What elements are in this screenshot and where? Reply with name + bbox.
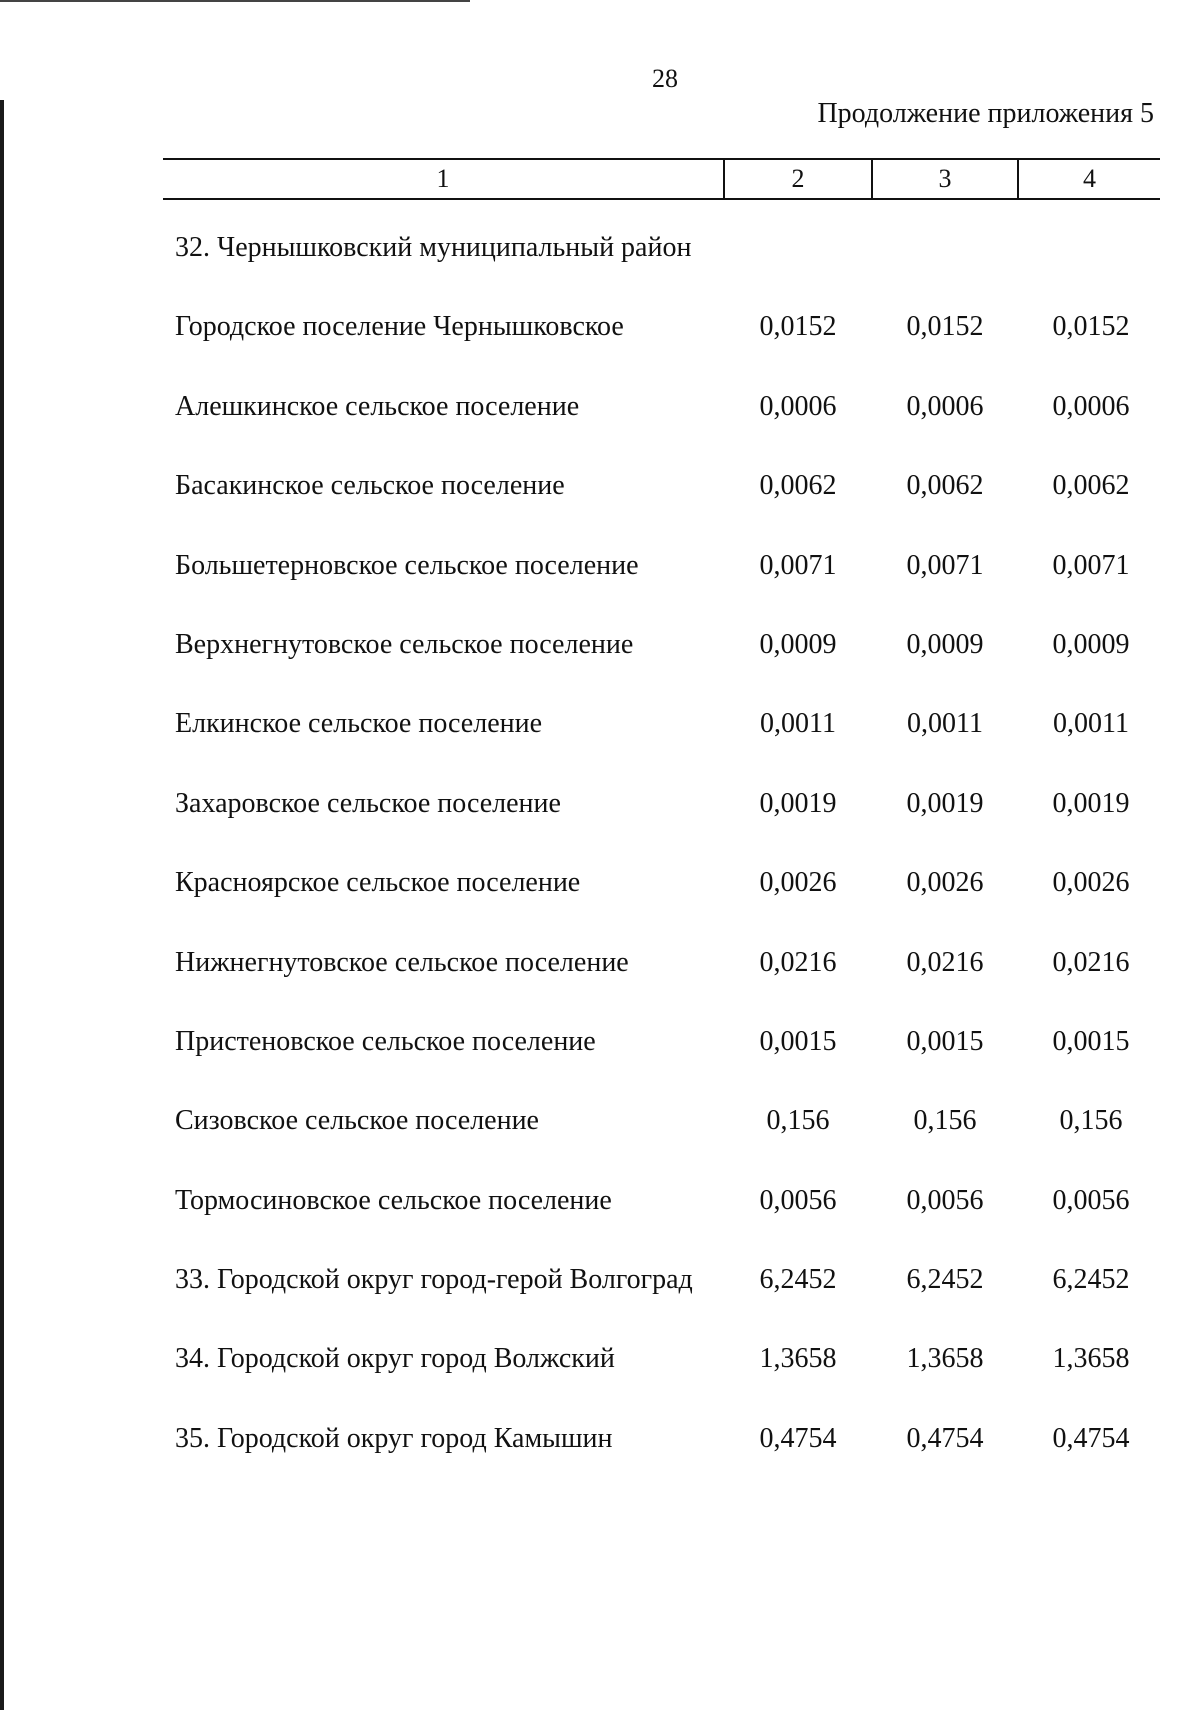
table-row xyxy=(0,1343,1200,1422)
table-row xyxy=(0,947,1200,1026)
table-body xyxy=(0,232,1200,1502)
header-col-1: 1 xyxy=(163,160,725,198)
row-value-col-3: 0,0152 xyxy=(906,311,984,343)
row-value-col-3: 0,0216 xyxy=(906,946,984,978)
row-value-col-4: 1,3658 xyxy=(1052,1343,1130,1375)
row-value-col-4: 0,156 xyxy=(1059,1105,1123,1137)
table-row xyxy=(0,629,1200,708)
page-number: 28 xyxy=(652,64,678,93)
row-value-col-4: 0,0056 xyxy=(1052,1184,1130,1216)
table-row xyxy=(0,708,1200,787)
row-name: Тормосиновское сельское поселение xyxy=(175,1184,612,1216)
row-value-col-3: 0,0056 xyxy=(906,1184,984,1216)
row-value-col-4: 6,2452 xyxy=(1052,1264,1130,1296)
row-value-col-3: 0,0015 xyxy=(906,1025,984,1057)
row-name: 34. Городской округ город Волжский xyxy=(175,1343,615,1375)
row-name: Алешкинское сельское поселение xyxy=(175,390,580,422)
table-row xyxy=(0,1026,1200,1105)
row-value-col-3: 0,4754 xyxy=(906,1422,984,1454)
row-value-col-2: 6,2452 xyxy=(759,1264,837,1296)
table-row xyxy=(0,788,1200,867)
row-value-col-4: 0,0026 xyxy=(1052,867,1130,899)
row-value-col-4: 0,4754 xyxy=(1052,1422,1130,1454)
table-row xyxy=(0,867,1200,946)
row-value-col-3: 0,0006 xyxy=(906,390,984,422)
header-col-3: 3 xyxy=(873,160,1019,198)
row-value-col-3: 1,3658 xyxy=(906,1343,984,1375)
appendix-continuation-note: Продолжение приложения 5 xyxy=(817,98,1154,129)
row-value-col-3: 0,0019 xyxy=(906,787,984,819)
table-row xyxy=(0,391,1200,470)
row-value-col-3: 0,0071 xyxy=(906,549,984,581)
row-name: Захаровское сельское поселение xyxy=(175,787,561,819)
row-value-col-4: 0,0006 xyxy=(1052,390,1130,422)
row-value-col-2: 0,0152 xyxy=(759,311,837,343)
row-value-col-3: 0,0009 xyxy=(906,628,984,660)
row-name: Красноярское сельское поселение xyxy=(175,867,581,899)
table-row xyxy=(0,1185,1200,1264)
row-name: Елкинское сельское поселение xyxy=(175,708,543,740)
row-value-col-4: 0,0062 xyxy=(1052,470,1130,502)
row-value-col-2: 0,0019 xyxy=(759,787,837,819)
row-name: Большетерновское сельское поселение xyxy=(175,549,639,581)
row-name: Басакинское сельское поселение xyxy=(175,470,565,502)
header-col-2: 2 xyxy=(725,160,873,198)
row-value-col-4: 0,0071 xyxy=(1052,549,1130,581)
row-value-col-2: 0,0011 xyxy=(760,708,836,740)
row-value-col-3: 6,2452 xyxy=(906,1264,984,1296)
row-name: 35. Городской округ город Камышин xyxy=(175,1422,613,1454)
row-value-col-3: 0,0062 xyxy=(906,470,984,502)
scan-edge-top xyxy=(0,0,470,2)
row-name: Нижнегнутовское сельское поселение xyxy=(175,946,629,978)
row-value-col-4: 0,0015 xyxy=(1052,1025,1130,1057)
row-value-col-2: 0,0006 xyxy=(759,390,837,422)
row-value-col-2: 0,0015 xyxy=(759,1025,837,1057)
table-row xyxy=(0,1264,1200,1343)
row-value-col-2: 0,0026 xyxy=(759,867,837,899)
row-value-col-2: 0,0062 xyxy=(759,470,837,502)
row-value-col-4: 0,0216 xyxy=(1052,946,1130,978)
row-value-col-4: 0,0152 xyxy=(1052,311,1130,343)
table-header xyxy=(163,158,1160,200)
table-row xyxy=(0,311,1200,390)
row-name: Пристеновское сельское поселение xyxy=(175,1025,596,1057)
header-col-4: 4 xyxy=(1083,164,1096,193)
row-value-col-2: 0,0216 xyxy=(759,946,837,978)
row-value-col-2: 0,156 xyxy=(766,1105,830,1137)
row-name: 32. Чернышковский муниципальный район xyxy=(175,232,692,263)
row-name: Верхнегнутовское сельское поселение xyxy=(175,628,634,660)
table-row xyxy=(0,1105,1200,1184)
row-value-col-3: 0,0026 xyxy=(906,867,984,899)
row-value-col-2: 0,4754 xyxy=(759,1422,837,1454)
row-value-col-4: 0,0019 xyxy=(1052,787,1130,819)
row-name: Городское поселение Чернышковское xyxy=(175,311,624,343)
row-value-col-2: 0,0071 xyxy=(759,549,837,581)
row-name: Сизовское сельское поселение xyxy=(175,1105,539,1137)
table-row xyxy=(0,470,1200,549)
row-name: 33. Городской округ город-герой Волгоград xyxy=(175,1264,693,1296)
row-value-col-4: 0,0011 xyxy=(1053,708,1129,740)
row-value-col-3: 0,0011 xyxy=(907,708,983,740)
table-row xyxy=(0,550,1200,629)
row-value-col-2: 0,0056 xyxy=(759,1184,837,1216)
row-value-col-3: 0,156 xyxy=(913,1105,977,1137)
row-value-col-2: 1,3658 xyxy=(759,1343,837,1375)
table-row xyxy=(0,232,1200,311)
row-value-col-2: 0,0009 xyxy=(759,628,837,660)
table-row xyxy=(0,1423,1200,1502)
row-value-col-4: 0,0009 xyxy=(1052,628,1130,660)
